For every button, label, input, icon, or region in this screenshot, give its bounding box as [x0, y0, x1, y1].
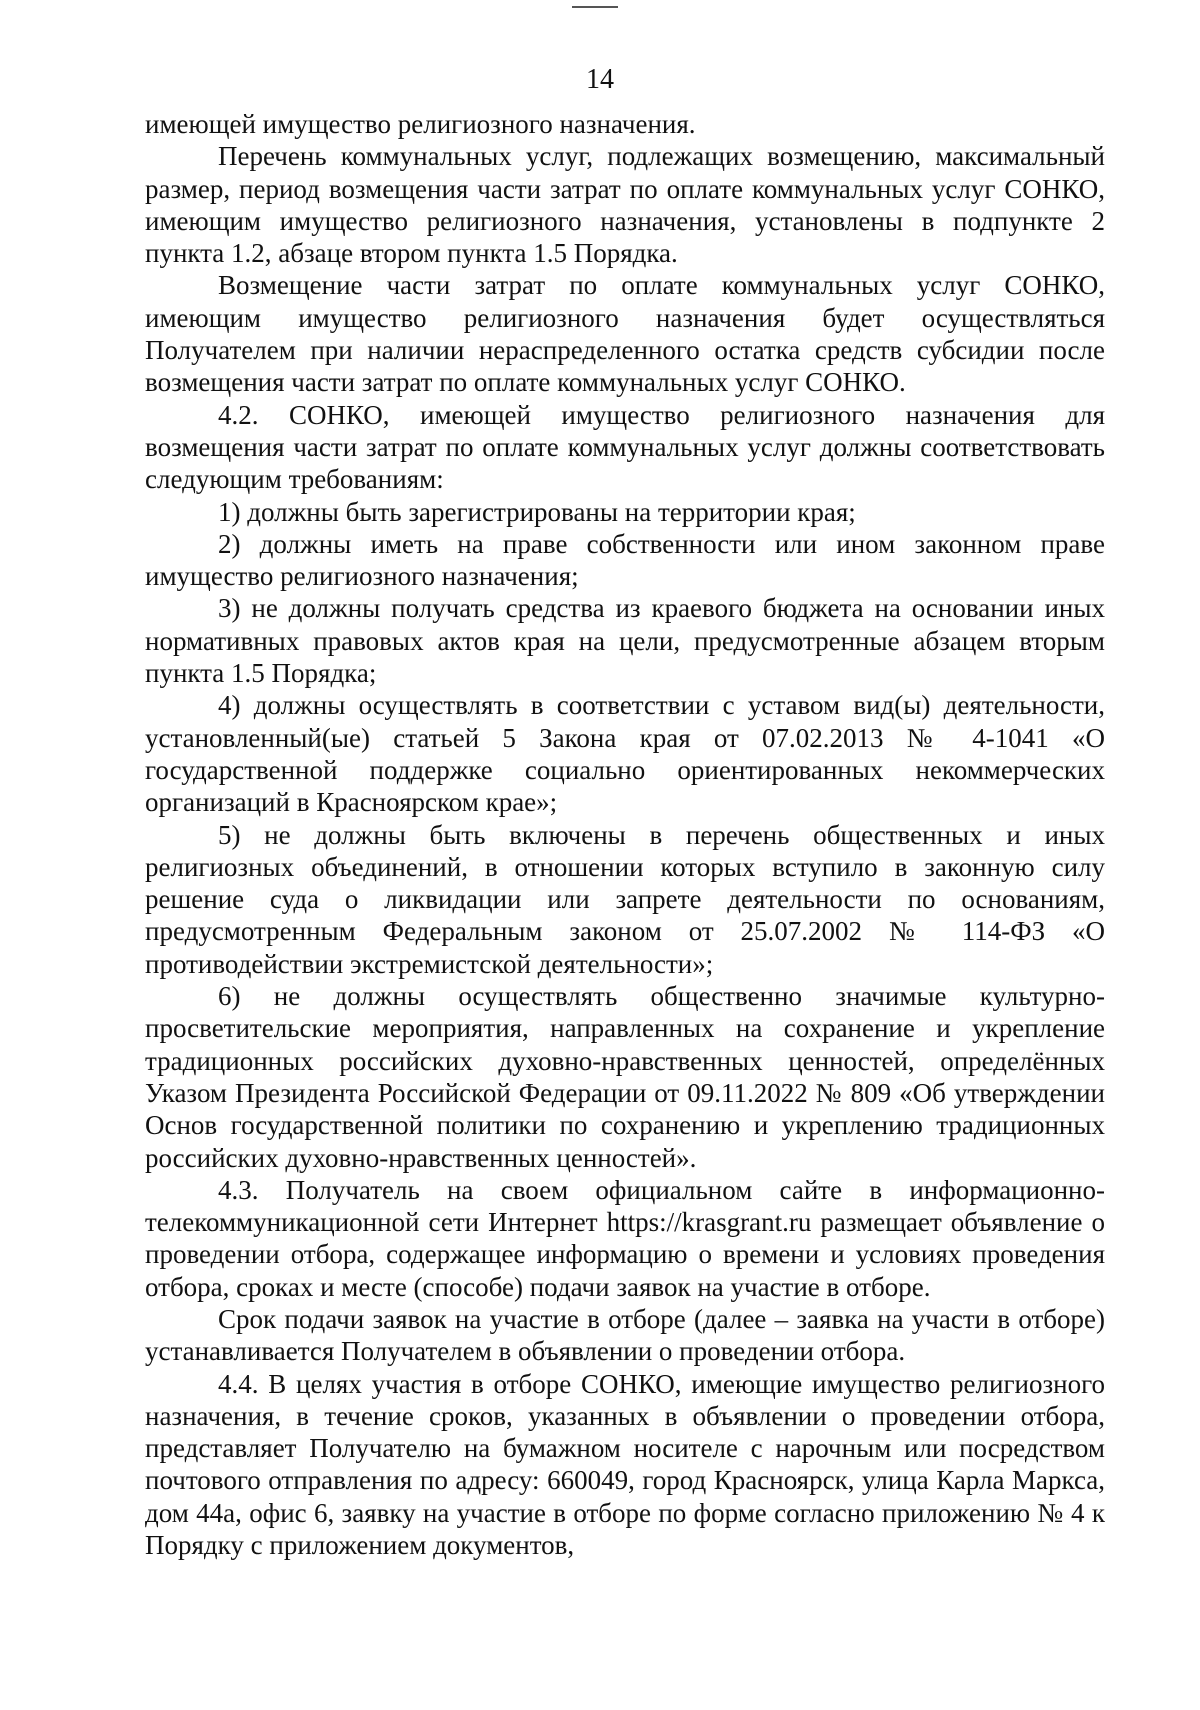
requirement-2: 2) должны иметь на праве собственности или ином законном праве имущество религиозного назначения; [145, 528, 1105, 592]
requirement-6: 6) не должны осуществлять общественно значимые культурно-просветительские мероприятия, направленных на сохранение и укрепление традиционных российских духовно-нравственных ценностей, определённых Указом Президента Российской Федерации от 09.11.2022 № 809 «Об утверждении Основ государственной политики по сохранению и укреплению традиционных российских духовно-нравственных ценностей». [145, 981, 1105, 1173]
paragraph-4-3: 4.3. Получатель на своем официальном сайте в информационно-телекоммуникационной сети Интернет https://krasgrant.ru размещает объявление о проведении отбора, содержащее информацию о времени и условиях проведения отбора, сроках и месте (способе) подачи заявок на участие в отборе. [145, 1174, 1105, 1302]
top-edge-mark [572, 6, 618, 8]
paragraph-utilities-list: Перечень коммунальных услуг, подлежащих возмещению, максимальный размер, период возмещения части затрат по оплате коммунальных услуг СОНКО, имеющим имущество религиозного назначения, установлены в подпункте 2 пункта 1.2, абзаце втором пункта 1.5 Порядка. [145, 141, 1105, 269]
paragraph-4-4: 4.4. В целях участия в отборе СОНКО, имеющие имущество религиозного назначения, в течение сроков, указанных в объявлении о проведении отбора, представляет Получателю на бумажном носителе с нарочным или посредством почтового отправления по адресу: 660049, город Красноярск, улица Карла Маркса, дом 44а, офис 6, заявку на участие в отборе по форме согласно приложению № 4 к Порядку с приложением документов, [145, 1368, 1105, 1561]
paragraph-4-2: 4.2. СОНКО, имеющей имущество религиозного назначения для возмещения части затрат по оплате коммунальных услуг должны соответствовать следующим требованиям: [145, 399, 1105, 495]
requirement-4: 4) должны осуществлять в соответствии с уставом вид(ы) деятельности, установленный(ые) статьей 5 Закона края от 07.02.2013 № 4-1041 «О государственной поддержке социально ориентированных некоммерческих организаций в Красноярском крае»; [145, 690, 1105, 818]
paragraph-reimbursement: Возмещение части затрат по оплате коммунальных услуг СОНКО, имеющим имущество религиозного назначения будет осуществляться Получателем при наличии нераспределенного остатка средств субсидии после возмещения части затрат по оплате коммунальных услуг СОНКО. [145, 270, 1105, 398]
paragraph-continuation: имеющей имущество религиозного назначения. [145, 109, 696, 139]
requirement-5: 5) не должны быть включены в перечень общественных и иных религиозных объединений, в отношении которых вступило в законную силу решение суда о ликвидации или запрете деятельности по основаниям, предусмотренным Федеральным законом от 25.07.2002 № 114-ФЗ «О противодействии экстремистской деятельности»; [145, 819, 1105, 979]
page-number: 14 [586, 64, 614, 95]
document-body [145, 108, 1105, 1561]
requirement-1: 1) должны быть зарегистрированы на территории края; [218, 496, 856, 527]
paragraph-application-deadline: Срок подачи заявок на участие в отборе (далее – заявка на участи в отборе) устанавливается Получателем в объявлении о проведении отбора. [145, 1303, 1105, 1367]
requirement-3: 3) не должны получать средства из краевого бюджета на основании иных нормативных правовых актов края на цели, предусмотренные абзацем вторым пункта 1.5 Порядка; [145, 593, 1105, 689]
